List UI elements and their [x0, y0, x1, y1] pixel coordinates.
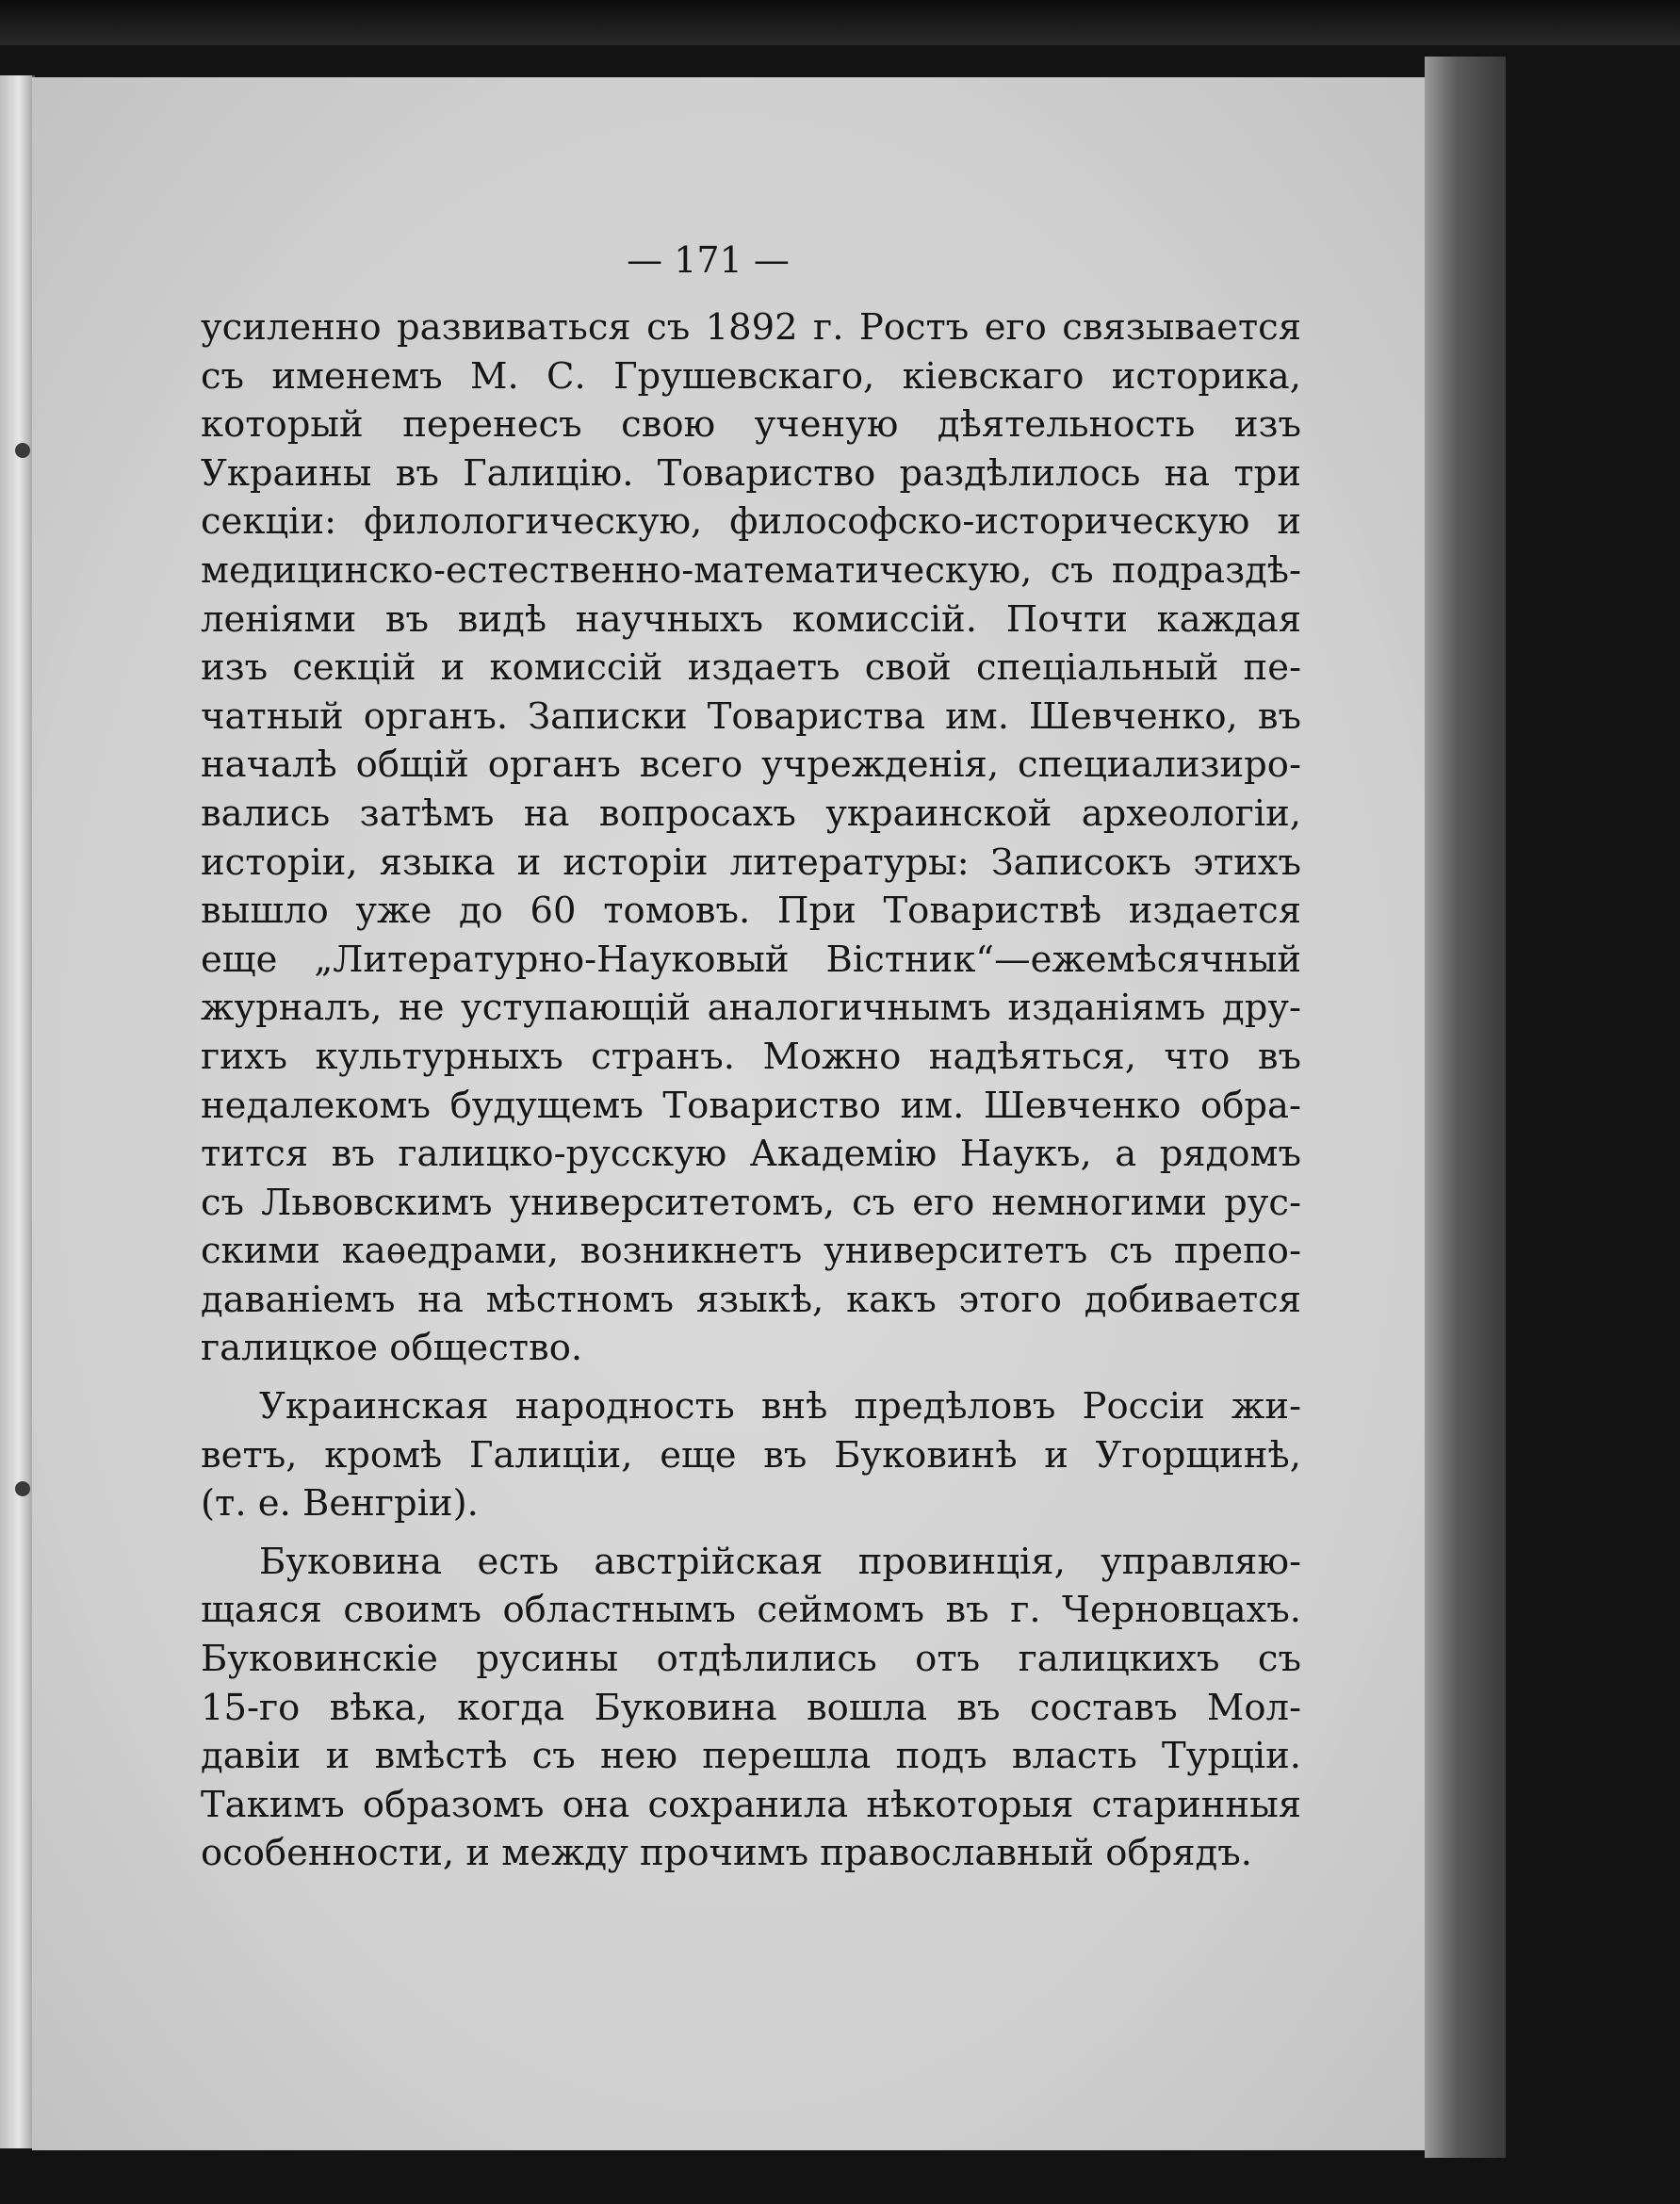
previous-page-edge — [0, 75, 35, 2148]
text-line: Украинская народность внѣ предѣловъ Россіи жи- — [259, 1385, 1301, 1429]
body-text — [201, 303, 1301, 1878]
text-line: давіи и вмѣстѣ съ нею перешла подъ власть Турціи. — [201, 1735, 1301, 1778]
text-line: скими каѳедрами, возникнетъ университетъ съ препо- — [201, 1230, 1301, 1273]
text-line: Буковинскіе русины отдѣлились отъ галицкихъ съ — [201, 1638, 1301, 1681]
text-line: чатный органъ. Записки Товариства им. Шевченко, въ — [201, 694, 1301, 738]
text-line: усиленно развиваться съ 1892 г. Ростъ его связывается — [201, 306, 1301, 349]
text-line: вышло уже до 60 томовъ. При Товариствѣ издается — [201, 890, 1301, 933]
text-line: (т. е. Венгріи). — [201, 1482, 479, 1526]
paragraph-2 — [201, 1382, 1301, 1528]
text-line: галицкое общество. — [201, 1327, 583, 1370]
text-line: который перенесъ свою ученую дѣятельность изъ — [201, 403, 1301, 447]
text-line: щаяся своимъ областнымъ сеймомъ въ г. Черновцахъ. — [201, 1589, 1301, 1632]
text-line: тится въ галицко-русскую Академію Наукъ, а рядомъ — [201, 1133, 1301, 1176]
paragraph-3 — [201, 1538, 1301, 1878]
text-line: медицинско-естественно-математическую, съ подраздѣ- — [201, 548, 1301, 592]
text-line: вались затѣмъ на вопросахъ украинской археологіи, — [201, 792, 1301, 835]
text-line: началѣ общій органъ всего учрежденія, специализиро- — [201, 743, 1301, 787]
paragraph-1 — [201, 303, 1301, 1373]
text-line: Такимъ образомъ она сохранила нѣкоторыя старинныя — [201, 1783, 1301, 1826]
text-line: изъ секцій и комиссій издаетъ свой спеціальный пе- — [201, 646, 1301, 690]
paragraph-gap — [201, 1373, 1301, 1382]
top-shadow — [0, 0, 1680, 45]
page-number: — 171 — — [627, 239, 790, 281]
text-line: гихъ культурныхъ странъ. Можно надѣяться, что въ — [201, 1035, 1301, 1078]
text-line: съ именемъ М. С. Грушевскаго, кіевскаго историка, — [201, 354, 1301, 398]
text-line: 15-го вѣка, когда Буковина вошла въ составъ Мол- — [201, 1686, 1301, 1729]
text-line: съ Львовскимъ университетомъ, съ его немногими рус- — [201, 1181, 1301, 1224]
text-line: даваніемъ на мѣстномъ языкѣ, какъ этого добивается — [201, 1278, 1301, 1321]
text-line: ветъ, кромѣ Галиціи, еще въ Буковинѣ и Угорщинѣ, — [201, 1433, 1301, 1477]
binding-hole — [15, 1481, 30, 1496]
text-line: леніями въ видѣ научныхъ комиссій. Почти каждая — [201, 597, 1301, 641]
text-line: особенности, и между прочимъ православный обрядъ. — [201, 1832, 1252, 1875]
binding-hole — [15, 443, 30, 458]
text-line: журналъ, не уступающій аналогичнымъ изданіямъ дру- — [201, 987, 1301, 1030]
text-line: исторіи, языка и исторіи литературы: Записокъ этихъ — [201, 841, 1301, 884]
text-line: Буковина есть австрійская провинція, управляю- — [259, 1540, 1301, 1583]
text-line: секціи: филологическую, философско-историческую и — [201, 500, 1301, 544]
text-line: Украины въ Галицію. Товариство раздѣлилось на три — [201, 451, 1301, 495]
page-stack-edge — [1425, 57, 1506, 2158]
text-line: недалекомъ будущемъ Товариство им. Шевченко обра- — [201, 1084, 1301, 1127]
paragraph-gap — [201, 1528, 1301, 1538]
text-line: еще „Литературно-Науковый Вістник“—ежемѣсячный — [201, 938, 1301, 981]
